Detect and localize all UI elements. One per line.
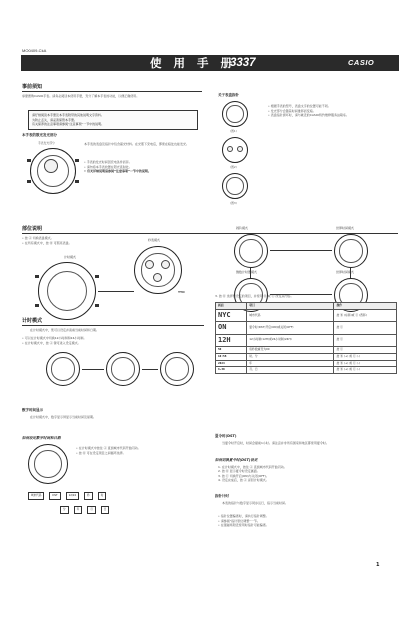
flow-step: 分 <box>60 506 69 514</box>
flow-step: 月 <box>87 506 96 514</box>
display-cell: 50 <box>216 347 247 354</box>
dst-steps-title: 如何切换夏令时(DST)设定 <box>215 458 258 462</box>
mode-label-worldtime: 世界时间模式 <box>336 226 355 230</box>
table-row: 12H 12小时制(12H)或24小时制(24H) 按 Ⓒ <box>216 334 397 346</box>
timekeeping-text: 在计时模式中，您可以设定并查看当前时间和日期。 <box>30 328 100 332</box>
timekeeping-watch-3 <box>160 352 194 386</box>
display-cell: ON <box>216 322 247 334</box>
flow-step: 日 <box>101 506 110 514</box>
light-caption: 手表发光部分 <box>38 141 55 145</box>
mode-label-alarm: 闹铃模式 <box>236 226 249 230</box>
city-code-display: TYO <box>178 290 185 294</box>
mode-watch-timekeeping <box>38 262 96 320</box>
hour-text: 在计时模式中，数字显示屏显示当前时间及星期。 <box>30 415 97 419</box>
timekeeping-title: 计时模式 <box>22 318 43 324</box>
dst-steps: 1. 在计时模式中，按住 Ⓐ 直到城市代码开始闪动。 2. 按 Ⓓ 显示夏令时设定画面。 3. 按 Ⓒ 切换开启(ON)与关闭(OFF)。 4. 设定完成后，按 Ⓐ 返回计时模式。 <box>218 465 287 483</box>
hand-figure-1 <box>222 101 248 127</box>
read-bullets: • 在计时模式中按住 Ⓐ 直到城市代码开始闪动。 • 按 Ⓓ 可在设定项目之间循环选择。 <box>76 446 204 455</box>
timekeeping-bullets: • 可以在计时模式中切换12小时制和24小时制。 • 在计时模式中，按 Ⓐ 键可进入设定模式。 <box>22 336 204 345</box>
mode-label-stopwatch: 秒表模式 <box>148 238 161 242</box>
parts-bullets: • 按 Ⓐ 切换表盘模式。 • 在所有模式中，按 Ⓑ 可照亮表盘。 <box>22 236 182 245</box>
flow-step: 城市代码 <box>28 492 44 500</box>
timekeeping-watch-2 <box>106 352 140 386</box>
mode-flow-arrow <box>98 291 134 292</box>
setting-flow-arrow <box>82 369 104 370</box>
notice-intro: 承蒙惠购CASIO手表。请务必阅读本使用手册，充分了解本手表的功能，以便正确使用。 <box>22 94 140 98</box>
section-divider <box>22 91 202 92</box>
setting-flow-arrow <box>142 369 158 370</box>
light-text: 本手表的表盘及指针中包含蓄光材料。在光照下充电后，即使在暗处也能发光。 <box>84 142 190 146</box>
read-title: 如何设定数字时间和日期 <box>22 436 61 440</box>
fig-caption-1: (图1) <box>230 129 237 133</box>
mode-watch-stopwatch <box>134 246 182 294</box>
dst-title: 夏令时(DST) <box>215 434 237 438</box>
page-number: 1 <box>376 562 380 568</box>
table-header: 操作 <box>334 303 397 310</box>
table-header: 项目 <box>247 303 334 310</box>
mode-label-timer: 倒数计时器模式 <box>236 270 258 274</box>
fig-caption-2: (图2) <box>230 165 237 169</box>
warning-line-2: 为防止丢失，请妥善保管本手册。 <box>32 117 78 122</box>
setting-sequence-row-2 <box>60 506 114 514</box>
table-row: 10:58 时、分 按 Ⓑ (+) 或 Ⓒ (-) <box>216 353 397 360</box>
manual-title: 使 用 手 册 <box>150 56 237 70</box>
mode-label-worldtime-2: 世界时间模式 <box>336 270 355 274</box>
display-cell: NYC <box>216 309 247 321</box>
flow-step: 12/24 <box>66 492 79 500</box>
hand-figure-3 <box>222 173 248 199</box>
hand-time-text: 本表的指针与数字显示同步运行，指示当前时间。 <box>222 501 289 505</box>
timekeeping-watch-1 <box>46 352 80 386</box>
mode-flow-arrow <box>270 250 332 251</box>
flow-step: DST <box>49 492 60 500</box>
warning-line-3: 有关保养的注意事项请参阅“注意事项”一节中的说明。 <box>32 122 105 126</box>
parts-title: 部位说明 <box>22 226 43 232</box>
mode-watch-worldtime <box>334 234 368 268</box>
table-row: 6-30 月、日 按 Ⓑ (+) 或 Ⓒ (-) <box>216 367 397 374</box>
hand-bullets: • 根据手表的型号，表盘文字的位置可能不同。 • 发光部分会随着时间推移而变暗。 • 表盘指针损坏时，请与就近的CASIO特约维修服务站联系。 <box>268 104 393 118</box>
document-code: MO0409-CkA <box>22 48 47 53</box>
flow-step: 秒 <box>84 492 93 500</box>
read-watch-illustration <box>28 444 68 484</box>
mode-label-timekeeping: 计时模式 <box>64 255 77 259</box>
flow-step: 时 <box>98 492 107 500</box>
watch-face-illustration <box>30 148 76 194</box>
table-row: NYC 城市代码 按 Ⓑ (东移)或 Ⓒ (西移) <box>216 309 397 321</box>
setting-intro: 3. 按 Ⓓ 选择要设定的项目，并使用 Ⓑ 或 Ⓒ 改变其内容。 <box>215 294 294 298</box>
mode-flow-arrow <box>350 268 351 278</box>
section-divider <box>22 325 204 326</box>
fig-caption-3: (图3) <box>230 201 237 205</box>
hand-title: 关于表盘指针 <box>218 93 239 97</box>
display-cell: 2024 <box>216 360 247 367</box>
display-cell: 10:58 <box>216 353 247 360</box>
display-cell: 6-30 <box>216 367 247 374</box>
setting-sequence-row-1 <box>28 492 111 500</box>
warning-box <box>28 110 198 130</box>
mode-flow-arrow <box>250 268 251 278</box>
model-number: 3337 <box>230 57 256 69</box>
display-cell: 12H <box>216 334 247 346</box>
warning-line-1: 请仔细阅读本手册及本手表附带的其他说明文字资料。 <box>32 113 105 117</box>
table-row: 2024 年 按 Ⓑ (+) 或 Ⓒ (-) <box>216 360 397 367</box>
table-header: 画面 <box>216 303 247 310</box>
notice-title: 事前须知 <box>22 84 43 90</box>
hand-time-title: 指针计时 <box>215 494 229 498</box>
table-row: ON 夏令时(DST)开启(ON)或关闭(OFF) 按 Ⓒ <box>216 322 397 334</box>
flow-step: 年 <box>74 506 83 514</box>
table-row: 50 将秒数重设为00 按 Ⓒ <box>216 347 397 354</box>
hour-title: 数字时间显示 <box>22 408 43 412</box>
settings-table <box>215 302 397 374</box>
dst-text: 当夏令时开启时，时间会提前1小时。请注意并非所有国家和地区都使用夏令时。 <box>222 441 329 445</box>
section-divider <box>22 233 398 234</box>
light-title: 本手表的散光发光部分 <box>22 133 57 137</box>
mode-watch-alarm <box>234 234 268 268</box>
hand-figure-2 <box>222 137 248 163</box>
casio-logo: CASIO <box>348 58 375 67</box>
light-bullets: • 手表的发光时间因充电条件而异。 • 请勿将本手表放置在阳光直射处。 • 有关详细说明请参阅“注意事项”一节中的说明。 <box>84 160 204 174</box>
hand-time-notes: • 指针位置偏离时，请执行指针调整。 • 请参阅“指针原位调整”一节。 • 在强磁场附近使用时指针可能偏离。 <box>218 514 398 528</box>
